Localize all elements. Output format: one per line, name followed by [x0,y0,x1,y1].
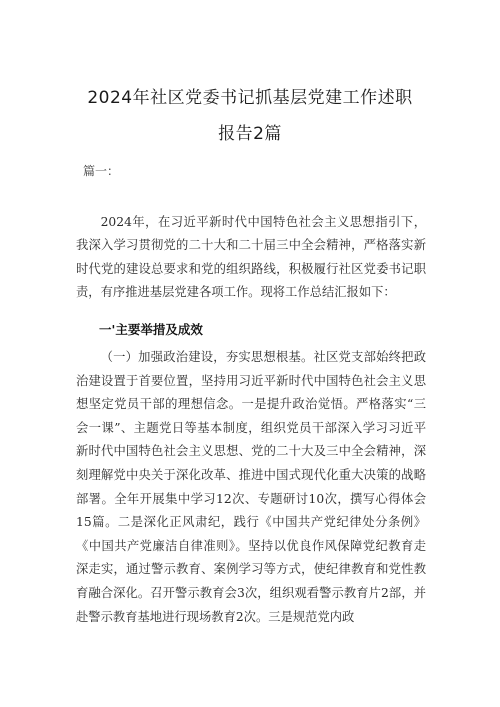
intro-paragraph: 2024年，在习近平新时代中国特色社会主义思想指引下，我深入学习贯彻党的二十大和二十届三中全会精神，严格落实新时代党的建设总要求和党的组织路线，积极履行社区党委书记职责，有序推进基层党建各项工作。现将工作总结汇报如下： [76,215,426,300]
section-label: 篇一： [83,164,120,178]
document-title-line2: 报告2篇 [218,124,282,144]
body-paragraph: （一）加强政治建设，夯实思想根基。社区党支部始终把政治建设置于首要位置，坚持用习近平新时代中国特色社会主义思想坚定党员干部的理想信念。一是提升政治觉悟。严格落实“三会一课”、主题党日等基本制度，组织党员干部深入学习习近平新时代中国特色社会主义思想、党的二十大及三中全会精神，深刻理解党中央关于深化改革、推进中国式现代化重大决策的战略部署。全年开展集中学习12次、专题研讨10次，撰写心得体会15篇。二是深化正风肃纪，践行《中国共产党纪律处分条例》《中国共产党廉洁自律准则》。坚持以优良作风保障党纪教育走深走实，通过警示教育、案例学习等方式，使纪律教育和党性教育融合深化。召开警示教育会3次，组织观看警示教育片2部，并赴警示教育基地进行现场教育2次。三是规范党内政 [76,350,426,624]
section-heading: 一'主要举措及成效 [99,322,203,337]
document-title-line1: 2024年社区党委书记抓基层党建工作述职 [87,88,413,108]
